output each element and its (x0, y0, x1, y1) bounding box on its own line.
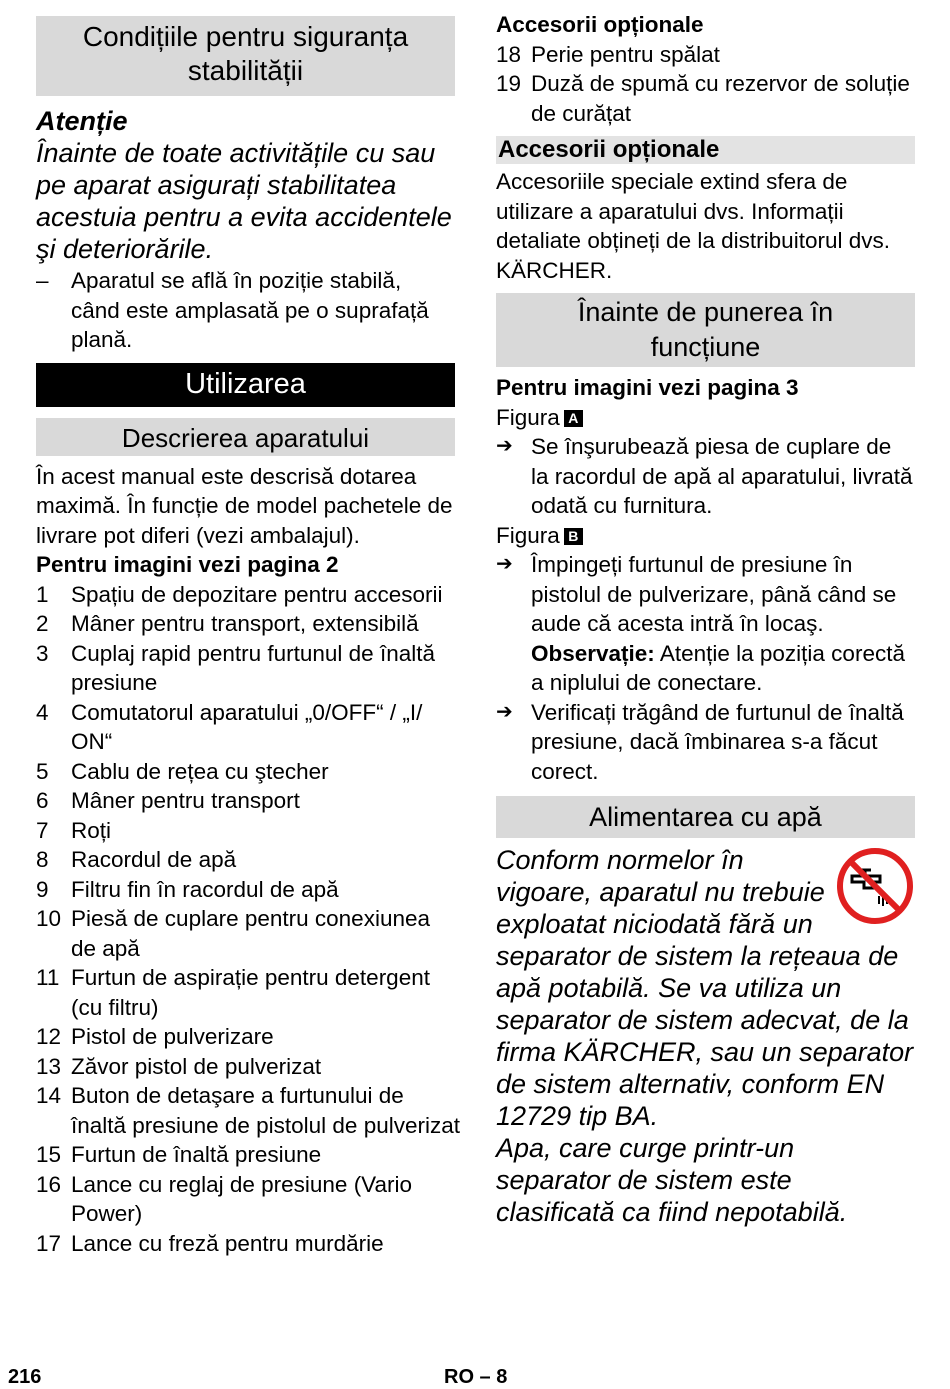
note-text: Atenție la poziția corectă a niplului de conectare. (531, 640, 905, 695)
list-item: 14 Buton de detaşare a furtunului de înaltă presiune de pistolul de pulverizat (36, 1083, 460, 1138)
list-item: 4 Comutatorul aparatului „0/OFF“ / „I/ ON“ (36, 699, 423, 754)
arrow-icon: ➔ (496, 700, 513, 723)
water-text-2: Apa, care curge printr-un separator de sistem este clasificată ca fiind nepotabilă. (496, 1133, 848, 1227)
list-item: 9 Filtru fin în racordul de apă (36, 876, 339, 902)
left-column (36, 0, 460, 1258)
list-item: 7 Roți (36, 817, 112, 843)
figure-a-label: Figura A (496, 403, 915, 433)
description-heading: Descrierea aparatului (36, 418, 455, 456)
water-supply-heading: Alimentarea cu apă (496, 796, 915, 838)
parts-list (36, 580, 461, 1259)
no-drinking-water-icon (835, 846, 915, 926)
list-item: 18 Perie pentru spălat (496, 41, 720, 67)
list-item: 12 Pistol de pulverizare (36, 1024, 274, 1049)
list-item: 10 Piesă de cuplare pentru conexiunea de apă (36, 906, 431, 961)
optional-accessories-label: Accesorii opționale (496, 12, 704, 37)
list-item: – Aparatul se află în poziție stabilă, când este amplasată pe o suprafață plană. (36, 268, 429, 352)
note-label: Observație: (531, 640, 655, 666)
optional-parts-list (496, 40, 915, 129)
caution-text: Înainte de toate activitățile cu sau pe aparat asigurați stabilitatea acestuia pentru a evita accidentele şi deteriorările. (36, 138, 452, 264)
description-text: În acest manual este descrisă dotarea maximă. În funcție de model pachetele de livrare pot diferi (vezi ambalajul). (36, 463, 453, 548)
optional-accessories-text: Accesoriile speciale extind sfera de utilizare a aparatului dvs. Informații detaliate obțineți de la distribuitorul dvs. KÄRCHER. (496, 169, 890, 283)
list-item: 2 Mâner pentru transport, extensibilă (36, 611, 419, 636)
list-item: 1 Spațiu de depozitare pentru accesorii (36, 581, 443, 607)
usage-heading: Utilizarea (36, 363, 455, 407)
startup-heading: Înainte de punerea în funcțiune (496, 293, 915, 367)
images-ref: Pentru imagini vezi pagina 2 (36, 552, 339, 577)
list-item: 6 Mâner pentru transport (36, 788, 300, 813)
list-item: 17 Lance cu freză pentru murdărie (36, 1230, 384, 1256)
list-item: ➔ Se înşurubează piesa de cuplare de la racordul de apă al aparatului, livrată odată cu furnitura. (496, 434, 913, 518)
water-section (496, 844, 915, 1228)
dash-list (36, 266, 455, 355)
steps-a-list (496, 432, 915, 521)
arrow-icon: ➔ (496, 553, 513, 575)
list-item: ➔ Verificați trăgând de furtunul de înaltă presiune, dacă îmbinarea s-a făcut corect. (496, 699, 904, 784)
section-code: RO – 8 (444, 1366, 508, 1388)
figure-b-label: Figura B (496, 521, 915, 551)
steps-b-list (496, 550, 915, 786)
figure-b-badge: B (564, 528, 583, 545)
safety-heading: Condițiile pentru siguranța stabilității (36, 16, 455, 96)
list-item: 19 Duză de spumă cu rezervor de soluție de curățat (496, 71, 910, 126)
list-item: 5 Cablu de rețea cu ştecher (36, 758, 329, 784)
list-item: 13 Zăvor pistol de pulverizat (36, 1053, 322, 1079)
optional-accessories-heading: Accesorii opționale (496, 136, 915, 164)
list-item: 8 Racordul de apă (36, 847, 237, 872)
right-column (496, 0, 915, 1228)
arrow-icon: ➔ (496, 435, 513, 457)
list-item: 15 Furtun de înaltă presiune (36, 1142, 322, 1167)
list-item: ➔ Împingeți furtunul de presiune în pistolul de pulverizare, până când se aude că acesta intră în locaş. Observație: Atenție la poziția corectă a niplului de conectare. (496, 552, 905, 695)
images-ref-right: Pentru imagini vezi pagina 3 (496, 375, 799, 400)
list-item: 3 Cuplaj rapid pentru furtunul de înaltă presiune (36, 640, 435, 695)
caution-title: Atenție (36, 106, 128, 136)
list-item: 11 Furtun de aspirație pentru detergent (cu filtru) (36, 965, 430, 1020)
figure-a-badge: A (564, 410, 583, 427)
page-number: 216 (8, 1366, 42, 1388)
list-item: 16 Lance cu reglaj de presiune (Vario Power) (36, 1171, 413, 1226)
water-text: Conform normelor în vigoare, aparatul nu trebuie exploatat niciodată fără un separator de sistem la rețeaua de apă potabilă. Se va utiliza un separator de sistem adecvat, de la firma KÄRCHER, sau un separator de sistem alternativ, conform EN 12729 tip BA. (496, 845, 914, 1131)
